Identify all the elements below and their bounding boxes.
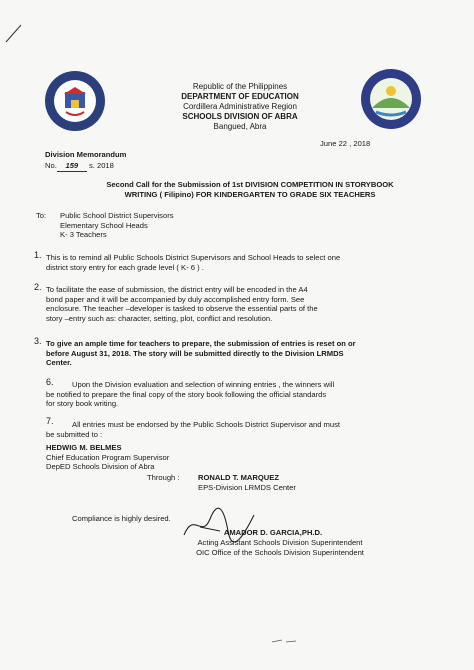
item-2-text xyxy=(46,285,318,323)
item-6-line: Upon the Division evaluation and selection of winning entries , the winners will xyxy=(72,380,335,389)
endorser-1-name: HEDWIG M. BELMES xyxy=(46,443,122,452)
endorser-2-title: EPS-Division LRMDS Center xyxy=(198,482,296,492)
signatory-name-text: AMADOR D. GARCIA,PH.D. xyxy=(223,528,323,537)
item-1-text xyxy=(46,253,340,272)
endorser-2-block xyxy=(198,473,296,492)
item-7-number: 7. xyxy=(46,416,54,426)
division-seal-right xyxy=(360,68,422,130)
memo-title-line1: Second Call for the Submission of 1st DIVISION COMPETITION IN STORYBOOK xyxy=(106,180,394,189)
memo-number-value: 159 xyxy=(57,161,87,172)
endorser-2-name: RONALD T. MARQUEZ xyxy=(198,473,279,482)
item-3-number: 3. xyxy=(34,336,42,346)
through-label: Through : xyxy=(147,473,180,482)
to-label: To: xyxy=(36,211,47,220)
item-6-text xyxy=(46,380,334,409)
endorser-1-office: DepED Schools Division of Abra xyxy=(46,462,155,472)
signatory-name xyxy=(208,528,338,538)
item-3-line: before August 31, 2018. The story will be submitted directly to the Division LRMDS xyxy=(46,348,344,358)
item-2-line: To facilitate the ease of submission, the district entry will be encoded in the A4 xyxy=(46,285,308,294)
signatory-title-2: OIC Office of the Schools Division Superintendent xyxy=(196,547,364,557)
memo-title-line2: WRITING ( Filipino) FOR KINDERGARTEN TO GRADE SIX TEACHERS xyxy=(124,189,376,199)
item-3-line: To give an ample time for teachers to prepare, the submission of entries is reset on or xyxy=(46,339,356,348)
signatory-titles xyxy=(150,538,410,557)
item-6-line: be notified to prepare the final copy of the story book following the official standards xyxy=(46,389,327,399)
memo-date: June 22 , 2018 xyxy=(320,139,371,148)
item-1-line: district story entry for each grade level ( K- 6 ) . xyxy=(46,262,204,272)
recipients xyxy=(60,211,174,240)
memo-type: Division Memorandum xyxy=(45,150,127,159)
item-1-number: 1. xyxy=(34,250,42,260)
memo-number xyxy=(45,161,114,172)
deped-seal-left xyxy=(44,70,106,132)
letterhead-republic: Republic of the Philippines xyxy=(192,82,288,91)
item-2-line: enclosure. The teacher –developer is tasked to observe the essential parts of the xyxy=(46,304,318,314)
letterhead xyxy=(160,82,320,132)
letterhead-address: Bangued, Abra xyxy=(213,122,267,131)
recipient-2: Elementary School Heads xyxy=(60,220,148,230)
item-3-line: Center. xyxy=(46,358,72,368)
item-3-text xyxy=(46,339,356,368)
memo-number-suffix: s. 2018 xyxy=(88,161,114,170)
endorser-1-title: Chief Education Program Supervisor xyxy=(46,452,170,462)
signatory-title-1: Acting Assistant Schools Division Superintendent xyxy=(197,538,363,547)
memo-title xyxy=(60,180,440,199)
recipient-1: Public School District Supervisors xyxy=(60,211,174,220)
letterhead-region: Cordillera Administrative Region xyxy=(183,102,297,111)
item-2-line: bond paper and it will be accompanied by duly accomplished entry form. See xyxy=(46,294,305,304)
item-7-line: be submitted to : xyxy=(46,429,103,439)
memo-number-prefix: No. xyxy=(45,161,57,170)
pen-mark xyxy=(4,22,24,46)
item-7-text xyxy=(46,420,340,439)
compliance-text: Compliance is highly desired. xyxy=(72,514,171,523)
item-2-line: story –entry such as: character, setting, plot, conflict and resolution. xyxy=(46,313,273,323)
endorser-block xyxy=(46,443,169,472)
item-1-line: This is to remind all Public Schools District Supervisors and School Heads to select one xyxy=(46,253,341,262)
item-2-number: 2. xyxy=(34,282,42,292)
item-7-line: All entries must be endorsed by the Public Schools District Supervisor and must xyxy=(72,420,341,429)
pen-mark-bottom xyxy=(270,636,300,646)
item-6-line: for story book writing. xyxy=(46,399,119,409)
recipient-3: K- 3 Teachers xyxy=(60,230,107,240)
item-6-number: 6. xyxy=(46,377,54,387)
letterhead-department: DEPARTMENT OF EDUCATION xyxy=(181,92,299,101)
letterhead-division: SCHOOLS DIVISION OF ABRA xyxy=(182,112,298,121)
